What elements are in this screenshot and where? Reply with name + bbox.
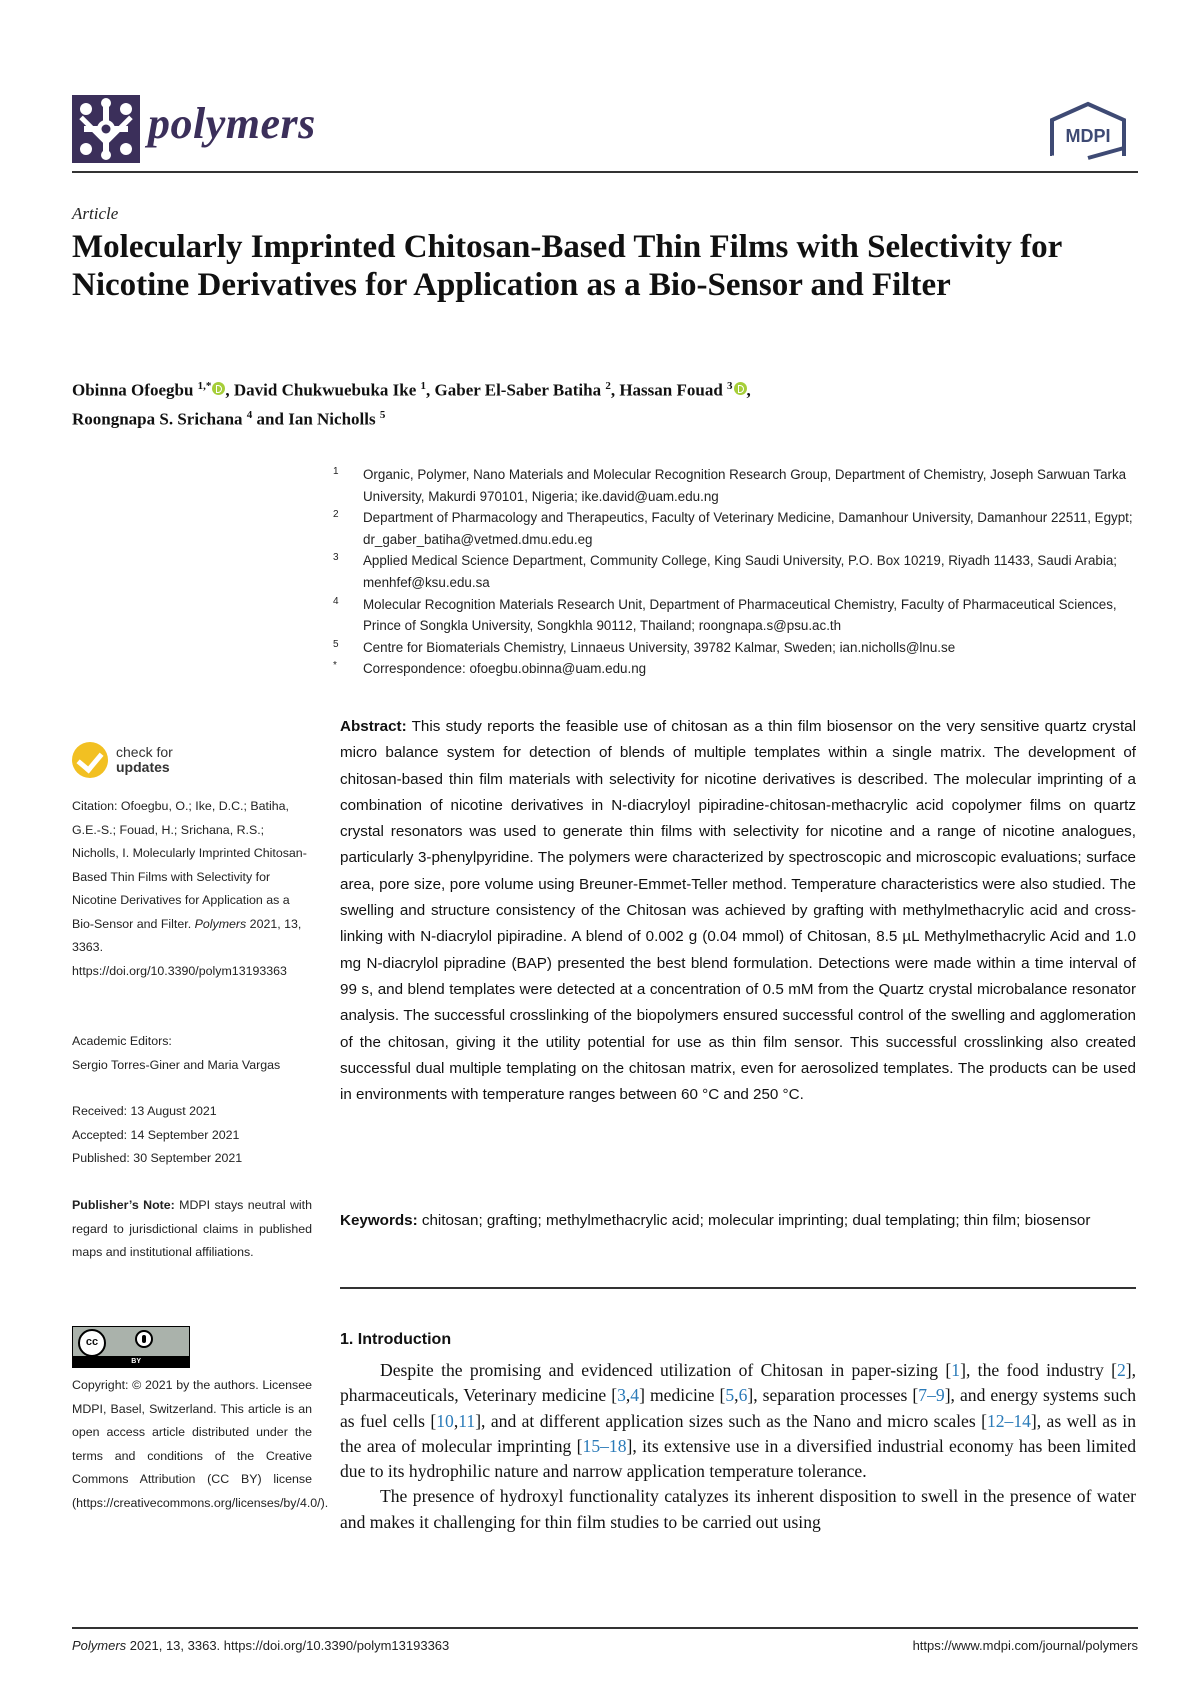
affiliation-number: 2: [333, 509, 339, 521]
affiliation-text: Molecular Recognition Materials Research Unit, Department of Pharmaceutical Chemistry, Faculty of Pharmaceutical Sciences, Prince of Songkla University, Songkhla 90112, Thailand; roongnapa.s@psu.ac.th: [363, 596, 1117, 634]
section-divider: [340, 1287, 1136, 1289]
by-label: BY: [73, 1356, 189, 1367]
author-affiliation-marker: 1,*: [197, 380, 212, 392]
reference-link[interactable]: 1: [951, 1360, 961, 1380]
affiliation-number: 3: [333, 552, 339, 564]
citation-text: Ofoegbu, O.; Ike, D.C.; Batiha, G.E.-S.; Fouad, H.; Srichana, R.S.; Nicholls, I. Molecularly Imprinted Chitosan-Based Thin Films with Selectivity for Nicotine Derivatives for Application as a Bio-Sensor and Filter.: [72, 799, 307, 931]
abstract-text: This study reports the feasible use of chitosan as a thin film biosensor on the very sensitive quartz crystal micro balance system for detection of blends of multiple templates within a single matrix. The development of chitosan-based thin film materials with selectivity for nicotine derivatives is described. The molecular imprinting of a combination of nicotine derivatives in N-diacryloyl pipiradine-chitosan-methacrylic acid copolymer films on quartz crystal resonators was used to generate thin films with selectivity for nicotine and a range of nicotine analogues, particularly 3-phenylpyridine. The polymers were characterized by spectroscopic and microscopic evaluations; surface area, pore size, pore volume using Breuner-Emmet-Teller method. Temperature characteristics were also studied. The swelling and structure consistency of the Chitosan was achieved by grafting with methylmethacrylic acid and cross-linking with N-diacrylol pipiradine. A blend of 0.002 g (0.04 mmol) of Chitosan, 8.5 µL Methylmethacrylic Acid and 1.0 mg N-diacrylol pipradine (BAP) presented the best blend formulation. Detections were made within a time interval of 99 s, and blend templates were detected at a concentration of 0.5 mM from the Quartz crystal microbalance resonator analysis. The successful crosslinking of the biopolymers ensured successful control of the swelling and agglomeration of the chitosan, giving it the utility potential for use as thin film sensor. This successful crosslinking also created successful dual multiple templating on the chitosan matrix, even for aerosolized templates. The products can be used in environments with temperature ranges between 60 °C and 250 °C.: [340, 718, 1136, 1104]
copyright-notice: Copyright: © 2021 by the authors. Licensee MDPI, Basel, Switzerland. This article is an open access article distributed under the terms and conditions of the Creative Commons Attribution (CC BY) license (https://creativecommons.org/licenses/by/4.0/).: [72, 1378, 329, 1510]
intro-paragraph-1: Despite the promising and evidenced utilization of Chitosan in paper-sizing [1], the food industry [2], pharmaceuticals, Veterinary medicine [3,4] medicine [5,6], separation processes [7–9], and energy systems such as fuel cells [10,11], and at different application sizes such as the Nano and micro scales [12–14], as well as in the area of molecular imprinting [15–18], its extensive use in a diversified industrial economy has been limited due to its hydrophilic nature and narrow application temperature tolerance.: [340, 1360, 1136, 1482]
reference-link[interactable]: 4: [630, 1385, 640, 1406]
author-separator: ,: [426, 380, 435, 400]
author-affiliation-marker: 1: [420, 380, 427, 392]
reference-link[interactable]: 15–18: [582, 1435, 627, 1456]
reference-link[interactable]: 6: [738, 1385, 748, 1406]
reference-link[interactable]: 5: [725, 1385, 735, 1406]
check-updates-line2: updates: [116, 759, 170, 775]
footer-journal-url[interactable]: https://www.mdpi.com/journal/polymers: [912, 1638, 1138, 1653]
author-list: Obinna Ofoegbu $^{1,*}$ , David Chukwuebuka Ike $^1$, Gaber El-Saber Batiha $^2$, Hassan Fouad $^3$ , Roongnapa S. Srichana $^4$ and Ian Nicholls $^5$: [72, 380, 751, 429]
reference-link[interactable]: 3: [617, 1385, 626, 1406]
author-affiliation-marker: 2: [605, 380, 611, 392]
affiliation-text: Organic, Polymer, Nano Materials and Molecular Recognition Research Group, Department of Chemistry, Joseph Sarwuan Tarka University, Makurdi 970101, Nigeria; ike.david@uam.edu.ng: [363, 467, 1127, 504]
article-type: Article: [72, 204, 119, 223]
author-affiliation-marker: 4: [246, 408, 253, 421]
affiliation-item: [333, 550, 1143, 593]
author-affiliation-marker: 5: [379, 408, 386, 421]
introduction-body: [340, 1358, 1136, 1535]
check-updates-icon: [72, 742, 108, 778]
author-separator: ,: [225, 380, 234, 400]
citation-label: Citation:: [72, 799, 118, 813]
check-for-updates-button[interactable]: [72, 742, 173, 778]
editors-names: Sergio Torres-Giner and Maria Vargas: [72, 1057, 281, 1072]
editors-label: Academic Editors:: [72, 1034, 172, 1048]
footer-journal: Polymers: [72, 1638, 127, 1653]
svg-text:MDPI: MDPI: [1065, 126, 1111, 146]
citation-journal: Polymers: [194, 916, 247, 931]
author-affiliation-marker: 3: [727, 380, 733, 392]
reference-link[interactable]: 11: [458, 1410, 476, 1431]
author-name[interactable]: Roongnapa S. Srichana: [72, 409, 247, 429]
header-divider: [72, 171, 1138, 173]
affiliation-text: Correspondence: ofoegbu.obinna@uam.edu.ng: [363, 661, 647, 677]
reference-link[interactable]: 10: [436, 1410, 454, 1431]
reference-link[interactable]: 2: [1116, 1360, 1126, 1380]
footer-divider: [72, 1627, 1138, 1629]
author-name[interactable]: Gaber El-Saber Batiha: [434, 380, 606, 400]
affiliation-item: [333, 594, 1143, 637]
attribution-person-icon: [135, 1330, 153, 1348]
affiliation-number: 1: [333, 466, 339, 477]
publisher-note-label: Publisher’s Note:: [72, 1198, 175, 1212]
affiliation-text: Applied Medical Science Department, Community College, King Saudi University, P.O. Box 10219, Riyadh 11433, Saudi Arabia; menhfef@ksu.edu.sa: [363, 553, 1118, 590]
publisher-note-text: MDPI stays neutral with regard to jurisdictional claims in published maps and institutional affiliations.: [72, 1198, 312, 1259]
reference-link[interactable]: 7–9: [918, 1385, 945, 1406]
affiliations: [333, 464, 1143, 680]
publisher-note: [72, 1194, 312, 1265]
published-date: Published: 30 September 2021: [72, 1151, 243, 1165]
affiliation-number: *: [333, 660, 337, 672]
affiliation-item: [333, 507, 1143, 550]
citation-doi[interactable]: 2021, 13, 3363. https://doi.org/10.3390/polym13193363: [72, 916, 302, 978]
keywords-text: chitosan; grafting; methylmethacrylic acid; molecular imprinting; dual templating; thin film; biosensor: [417, 1212, 1091, 1229]
affiliation-number: 5: [333, 638, 339, 650]
reference-link[interactable]: 12–14: [986, 1410, 1031, 1431]
section-heading-introduction: 1. Introduction: [340, 1331, 452, 1348]
affiliation-text: Centre for Biomaterials Chemistry, Linnaeus University, 39782 Kalmar, Sweden; ian.nicholls@lnu.se: [363, 639, 956, 655]
keywords-label: Keywords:: [340, 1212, 418, 1229]
received-date: Received: 13 August 2021: [72, 1104, 217, 1118]
paper-title: Molecularly Imprinted Chitosan-Based Thin Films with Selectivity for Nicotine Derivatives for Application as a Bio-Sensor and Filter: [72, 229, 1062, 303]
author-name[interactable]: Hassan Fouad: [619, 380, 728, 400]
orcid-icon[interactable]: [734, 382, 747, 395]
orcid-icon[interactable]: [212, 382, 225, 395]
accepted-date: Accepted: 14 September 2021: [72, 1127, 240, 1142]
check-updates-line1: check for: [116, 744, 173, 760]
author-separator: and: [252, 409, 289, 429]
mdpi-logo-icon: [1048, 100, 1130, 162]
citation-block: [72, 795, 312, 983]
affiliation-item: [333, 464, 1143, 507]
abstract: [340, 714, 1136, 1108]
author-name[interactable]: Ian Nicholls: [288, 409, 380, 429]
abstract-label: Abstract:: [340, 718, 407, 735]
affiliation-item: [333, 637, 1143, 659]
dates-block: [72, 1100, 312, 1171]
affiliation-item: [333, 658, 1143, 680]
journal-name: polymers: [148, 99, 316, 148]
affiliation-text: Department of Pharmacology and Therapeutics, Faculty of Veterinary Medicine, Damanhour University, Damanhour 22511, Egypt; dr_gaber_batiha@vetmed.dmu.edu.eg: [363, 510, 1133, 547]
intro-paragraph-2: The presence of hydroxyl functionality catalyzes its inherent disposition to swell in the presence of water and makes it challenging for thin film studies to be carried out using: [340, 1486, 1136, 1532]
footer-doi[interactable]: 2021, 13, 3363. https://doi.org/10.3390/polym13193363: [126, 1638, 450, 1653]
author-name[interactable]: David Chukwuebuka Ike: [233, 380, 421, 400]
author-separator: ,: [610, 380, 620, 400]
cc-by-license-badge[interactable]: [72, 1326, 190, 1368]
polymers-logo-icon: [72, 95, 140, 163]
author-name[interactable]: Obinna Ofoegbu: [72, 380, 198, 400]
keywords: [340, 1208, 1136, 1234]
affiliation-number: 4: [333, 595, 339, 607]
footer-citation: [72, 1638, 449, 1653]
academic-editors: [72, 1030, 312, 1077]
cc-icon: cc: [78, 1329, 106, 1357]
